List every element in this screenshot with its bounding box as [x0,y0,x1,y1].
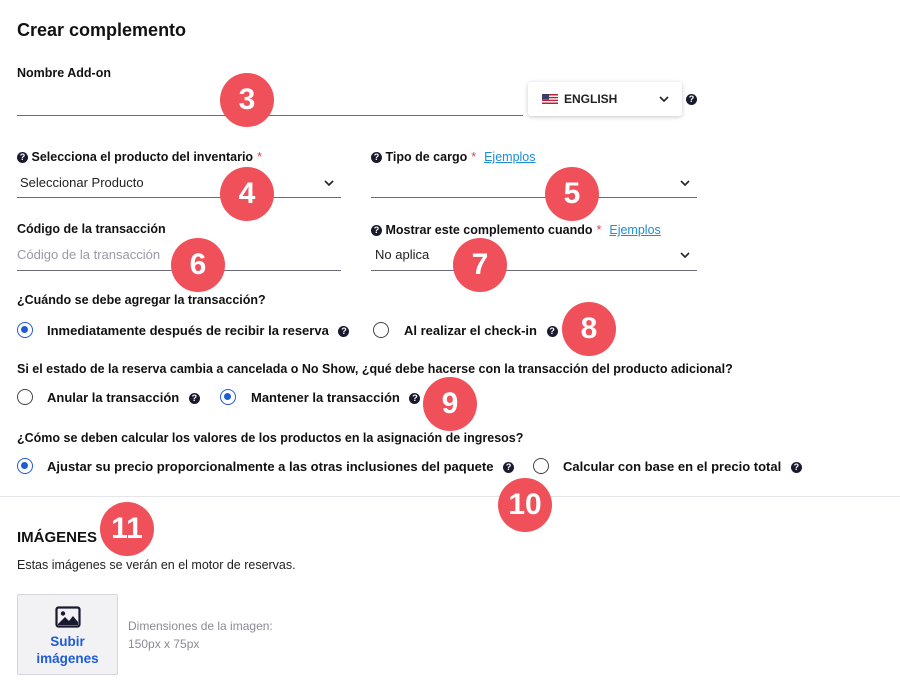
chevron-down-icon [679,177,691,189]
revenue-calc-question: ¿Cómo se deben calcular los valores de los productos en la asignación de ingresos? [17,431,524,445]
revenue-total-label: Calcular con base en el precio total [563,459,782,474]
annotation-marker: 9 [423,377,477,431]
help-icon[interactable]: ? [371,152,382,163]
when-add-checkin-option[interactable] [404,323,558,338]
when-add-checkin-label: Al realizar el check-in [404,323,537,338]
charge-type-select[interactable] [371,172,697,198]
revenue-total-radio[interactable] [533,458,549,474]
annotation-marker: 10 [498,478,552,532]
help-icon[interactable]: ? [503,462,514,473]
annotation-marker: 4 [220,167,274,221]
chevron-down-icon [323,177,335,189]
show-when-label-text: Mostrar este complemento cuando [385,223,593,237]
inventory-product-select[interactable] [17,172,341,198]
image-dimensions [128,617,273,653]
revenue-proportional-option[interactable] [47,459,514,474]
show-when-select[interactable] [371,244,697,271]
when-add-immediately-radio[interactable] [17,322,33,338]
language-help-icon[interactable]: ? [686,94,697,105]
inventory-product-label-text: Selecciona el producto del inventario [31,150,254,164]
upload-images-label [18,633,117,667]
cancel-void-option[interactable] [47,390,200,405]
revenue-total-option[interactable] [563,459,802,474]
show-when-examples-link[interactable]: Ejemplos [609,223,661,237]
required-mark: * [257,150,262,164]
show-when-label [371,223,661,237]
annotation-marker: 8 [562,302,616,356]
help-icon[interactable]: ? [409,393,420,404]
addon-name-label: Nombre Add-on [17,66,111,80]
chevron-down-icon [679,249,691,261]
charge-type-examples-link[interactable]: Ejemplos [484,150,536,164]
upload-label-line-1: Subir [50,634,85,649]
help-icon[interactable]: ? [791,462,802,473]
images-heading: IMÁGENES [17,529,98,546]
inventory-product-value: Seleccionar Producto [20,175,144,190]
when-add-question: ¿Cuándo se debe agregar la transacción? [17,293,266,307]
show-when-value: No aplica [375,247,430,262]
help-icon[interactable]: ? [371,225,382,236]
annotation-marker: 5 [545,167,599,221]
when-add-checkin-radio[interactable] [373,322,389,338]
revenue-proportional-label: Ajustar su precio proporcionalmente a las otras inclusiones del paquete [47,459,494,474]
image-icon [55,606,81,628]
charge-type-label-text: Tipo de cargo [385,150,468,164]
revenue-proportional-radio[interactable] [17,458,33,474]
cancel-void-label: Anular la transacción [47,390,180,405]
when-add-immediately-label: Inmediatamente después de recibir la reserva [47,323,329,338]
when-add-immediately-option[interactable] [47,323,349,338]
help-icon[interactable]: ? [17,152,28,163]
transaction-code-label: Código de la transacción [17,222,166,236]
language-selected: ENGLISH [564,92,618,106]
section-divider [0,496,900,497]
required-mark: * [471,150,477,164]
image-dimensions-label: Dimensiones de la imagen: [128,619,273,633]
cancel-behavior-question: Si el estado de la reserva cambia a cancelada o No Show, ¿qué debe hacerse con la transacción del producto adicional? [17,362,733,376]
help-icon[interactable]: ? [547,326,558,337]
cancel-keep-radio[interactable] [220,389,236,405]
image-dimensions-value: 150px x 75px [128,637,200,651]
help-icon[interactable]: ? [338,326,349,337]
language-select[interactable] [528,82,682,116]
annotation-marker: 7 [453,238,507,292]
cancel-keep-option[interactable] [251,390,420,405]
required-mark: * [596,223,602,237]
upload-label-line-2: imágenes [36,651,99,666]
inventory-product-label [17,150,262,164]
cancel-keep-label: Mantener la transacción [251,390,400,405]
annotation-marker: 3 [220,73,274,127]
transaction-code-placeholder: Código de la transacción [17,247,161,262]
page-title: Crear complemento [17,20,187,40]
us-flag-icon [542,94,558,104]
annotation-marker: 11 [100,502,154,556]
upload-images-button[interactable] [17,594,118,675]
help-icon[interactable]: ? [189,393,200,404]
charge-type-label [371,150,536,164]
cancel-void-radio[interactable] [17,389,33,405]
chevron-down-icon [658,93,670,105]
annotation-marker: 6 [171,238,225,292]
images-description: Estas imágenes se verán en el motor de reservas. [17,558,296,572]
